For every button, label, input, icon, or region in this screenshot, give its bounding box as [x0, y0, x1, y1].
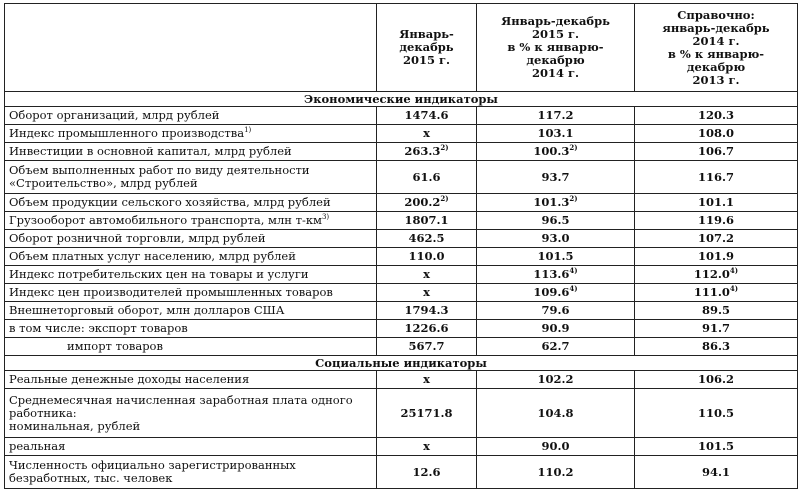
row-label: реальная — [5, 438, 377, 456]
row-percent-2014: 94.1 — [635, 456, 798, 489]
row-percent-2014: 110.5 — [635, 389, 798, 438]
row-percent-2014: 107.2 — [635, 230, 798, 248]
row-percent-2014: 86.3 — [635, 338, 798, 356]
table-row — [5, 212, 798, 230]
row-value-2015: x — [377, 284, 477, 302]
row-value-2015: x — [377, 438, 477, 456]
row-value-2015: 61.6 — [377, 161, 477, 194]
row-value-2015: 1807.1 — [377, 212, 477, 230]
row-percent-2014: 112.0$^{4)}$ — [635, 266, 798, 284]
header-indicator — [5, 4, 377, 92]
row-percent-2014: 106.7 — [635, 143, 798, 161]
table-row — [5, 107, 798, 125]
row-percent-2014: 116.7 — [635, 161, 798, 194]
row-percent-2015: 93.0 — [477, 230, 635, 248]
row-label: Инвестиции в основной капитал, млрд рублей — [5, 143, 377, 161]
row-percent-2014: 120.3 — [635, 107, 798, 125]
row-percent-2015: 100.3$^{2)}$ — [477, 143, 635, 161]
section-row-social — [5, 356, 798, 371]
row-label: Объем платных услуг населению, млрд рублей — [5, 248, 377, 266]
row-value-2015: 1794.3 — [377, 302, 477, 320]
table-header-row — [5, 4, 798, 92]
table-row — [5, 371, 798, 389]
table-row — [5, 248, 798, 266]
row-percent-2015: 96.5 — [477, 212, 635, 230]
row-label: Среднемесячная начисленная заработная плата одного работника: номинальная, рублей — [5, 389, 377, 438]
row-label: Оборот розничной торговли, млрд рублей — [5, 230, 377, 248]
row-label: Индекс промышленного производства$^{1)}$ — [5, 125, 377, 143]
row-percent-2015: 109.6$^{4)}$ — [477, 284, 635, 302]
indicators-table-container — [4, 3, 798, 489]
row-percent-2014: 89.5 — [635, 302, 798, 320]
row-value-2015: 567.7 — [377, 338, 477, 356]
row-value-2015: 462.5 — [377, 230, 477, 248]
row-percent-2015: 101.5 — [477, 248, 635, 266]
row-value-2015: 200.2$^{2)}$ — [377, 194, 477, 212]
table-row — [5, 125, 798, 143]
row-percent-2014: 108.0 — [635, 125, 798, 143]
row-label: Объем продукции сельского хозяйства, млрд рублей — [5, 194, 377, 212]
row-percent-2015: 79.6 — [477, 302, 635, 320]
row-percent-2014: 106.2 — [635, 371, 798, 389]
row-percent-2015: 93.7 — [477, 161, 635, 194]
row-label: в том числе: экспорт товаров — [5, 320, 377, 338]
row-value-2015: x — [377, 125, 477, 143]
row-percent-2014: 101.9 — [635, 248, 798, 266]
table-row — [5, 230, 798, 248]
row-percent-2014: 101.5 — [635, 438, 798, 456]
row-percent-2015: 90.9 — [477, 320, 635, 338]
row-percent-2015: 110.2 — [477, 456, 635, 489]
table-row — [5, 302, 798, 320]
row-percent-2015: 90.0 — [477, 438, 635, 456]
row-value-2015: 110.0 — [377, 248, 477, 266]
row-value-2015: 1226.6 — [377, 320, 477, 338]
row-value-2015: 12.6 — [377, 456, 477, 489]
row-label: Индекс цен производителей промышленных товаров — [5, 284, 377, 302]
table-row — [5, 338, 798, 356]
row-percent-2014: 111.0$^{4)}$ — [635, 284, 798, 302]
section-title-social: Социальные индикаторы — [5, 356, 798, 371]
row-value-2015: x — [377, 266, 477, 284]
indicators-table — [4, 3, 798, 489]
row-value-2015: x — [377, 371, 477, 389]
row-label: импорт товаров — [5, 338, 377, 356]
row-label: Внешнеторговый оборот, млн долларов США — [5, 302, 377, 320]
row-label: Объем выполненных работ по виду деятельности «Строительство», млрд рублей — [5, 161, 377, 194]
row-percent-2015: 117.2 — [477, 107, 635, 125]
row-value-2015: 263.3$^{2)}$ — [377, 143, 477, 161]
table-row — [5, 320, 798, 338]
row-label: Реальные денежные доходы населения — [5, 371, 377, 389]
row-percent-2015: 103.1 — [477, 125, 635, 143]
section-row-economic — [5, 92, 798, 107]
section-title-economic: Экономические индикаторы — [5, 92, 798, 107]
row-percent-2014: 119.6 — [635, 212, 798, 230]
row-percent-2015: 102.2 — [477, 371, 635, 389]
table-row — [5, 389, 798, 438]
header-period-2015: Январь- декабрь 2015 г. — [377, 4, 477, 92]
row-label: Индекс потребительских цен на товары и услуги — [5, 266, 377, 284]
table-row — [5, 194, 798, 212]
row-percent-2014: 101.1 — [635, 194, 798, 212]
row-percent-2014: 91.7 — [635, 320, 798, 338]
table-row — [5, 284, 798, 302]
row-percent-2015: 113.6$^{4)}$ — [477, 266, 635, 284]
row-value-2015: 1474.6 — [377, 107, 477, 125]
table-row — [5, 143, 798, 161]
row-label: Численность официально зарегистрированных безработных, тыс. человек — [5, 456, 377, 489]
row-percent-2015: 62.7 — [477, 338, 635, 356]
table-row — [5, 456, 798, 489]
row-value-2015: 25171.8 — [377, 389, 477, 438]
row-label: Грузооборот автомобильного транспорта, млн $т-км^{3)}$ — [5, 212, 377, 230]
table-row — [5, 161, 798, 194]
row-label: Оборот организаций, млрд рублей — [5, 107, 377, 125]
header-reference-2014: Справочно: январь-декабрь 2014 г. в % к январю-декабрю 2013 г. — [635, 4, 798, 92]
table-row — [5, 438, 798, 456]
row-percent-2015: 101.3$^{2)}$ — [477, 194, 635, 212]
row-percent-2015: 104.8 — [477, 389, 635, 438]
header-percent-2015: Январь-декабрь 2015 г. в % к январю- декабрю 2014 г. — [477, 4, 635, 92]
table-row — [5, 266, 798, 284]
